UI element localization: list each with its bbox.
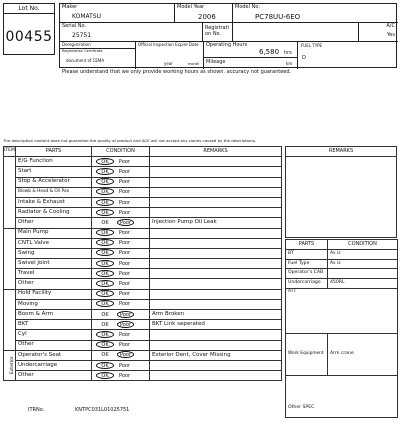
part-name: Intake & Exhaust [16, 197, 92, 207]
table-row [4, 177, 282, 187]
ok-mark: OK [96, 158, 114, 165]
ok-mark: OK [96, 341, 114, 348]
condition-cell [92, 289, 150, 299]
part-name: Operator's Seat [16, 350, 92, 360]
condition-cell [92, 259, 150, 269]
table-row [4, 228, 282, 238]
side-remarks-body [286, 157, 397, 238]
part-name: Start [16, 167, 92, 177]
remark-cell [150, 330, 282, 340]
table-row [4, 167, 282, 177]
col-parts: PARTS [16, 147, 92, 157]
part-name: Cyl [16, 330, 92, 340]
table-row [4, 340, 282, 350]
remark-cell [150, 157, 282, 167]
condition-cell [92, 197, 150, 207]
dereg-label: Deregistration [62, 42, 91, 47]
side-remarks-label: REMARKS [286, 147, 397, 157]
remark-cell [150, 167, 282, 177]
hours-value: 6,580 [259, 48, 280, 56]
category-cell [4, 157, 16, 228]
table-row [4, 320, 282, 330]
ok-mark: OK [96, 260, 114, 267]
mileage-unit: km [286, 61, 293, 66]
poor-mark: Poor [119, 372, 131, 379]
month-label: month [188, 62, 200, 66]
ok-mark: OK [96, 280, 114, 287]
table-row [4, 259, 282, 269]
parts-row [286, 259, 398, 269]
parts-col-parts: PARTS [286, 240, 328, 250]
mileage-label: Mileage [206, 59, 226, 65]
remark-cell [150, 340, 282, 350]
poor-mark: Poor [119, 342, 131, 349]
part-name: Boom & Arm [16, 310, 92, 320]
part-name: Other [16, 218, 92, 228]
poor-mark: Poor [117, 351, 134, 358]
ok-mark: OK [96, 209, 114, 216]
part-name: Undercarriage [16, 360, 92, 370]
ok-mark: OK [96, 300, 114, 307]
poor-mark: Poor [119, 331, 131, 338]
table-row [4, 269, 282, 279]
maker-value: KOMATSU [72, 13, 102, 20]
table-row [4, 360, 282, 370]
footer-itr-number: KNTPC031L01025751 [75, 407, 130, 413]
year-label: year [164, 61, 173, 66]
table-row [4, 289, 282, 299]
poor-mark: Poor [119, 240, 131, 247]
part-name: Blowb & Head & Oil Pan [16, 187, 92, 197]
poor-mark: Poor [119, 260, 131, 267]
ok-mark: OK [101, 321, 109, 328]
ok-mark: OK [96, 168, 114, 175]
condition-cell [92, 371, 150, 381]
part-name: Hold Facility [16, 289, 92, 299]
table-row [4, 248, 282, 258]
part-name: Stop & Accelerator [16, 177, 92, 187]
work-equipment-label: Work Equipment [286, 333, 328, 375]
condition-cell [92, 228, 150, 238]
part-name: Other [16, 279, 92, 289]
category-cell [4, 350, 16, 381]
fuel-label: FUEL TYPE [301, 43, 323, 48]
serial-label: Serial No. [62, 23, 87, 29]
inspection-cell [136, 42, 204, 69]
ok-mark: OK [96, 372, 114, 379]
model-no-value: PC78UU-6EO [255, 13, 301, 21]
condition-cell [92, 320, 150, 330]
poor-mark: Poor [119, 199, 131, 206]
remark-cell [150, 238, 282, 248]
remark-cell [150, 248, 282, 258]
condition-cell [92, 238, 150, 248]
ok-mark: OK [96, 362, 114, 369]
condition-cell [92, 340, 150, 350]
ac-label: A/C [386, 23, 395, 29]
remark-cell [150, 289, 282, 299]
condition-cell [92, 167, 150, 177]
condition-table-header [4, 147, 282, 157]
table-row [4, 208, 282, 218]
part-name: Swivel Joint [16, 259, 92, 269]
condition-cell [92, 350, 150, 360]
fuel-value: D [302, 55, 306, 61]
category-cell [4, 289, 16, 350]
maker-cell [60, 4, 175, 23]
part-name: Main Pump [16, 228, 92, 238]
table-row [4, 197, 282, 207]
poor-mark: Poor [119, 281, 131, 288]
hours-cell [204, 42, 298, 69]
model-no-label: Model No. [235, 4, 260, 10]
part-name: Radiator & Cooling [16, 208, 92, 218]
table-row [4, 218, 282, 228]
table-row [4, 187, 282, 197]
lot-box [3, 3, 55, 55]
model-year-cell [175, 4, 233, 23]
poor-mark: Poor [119, 209, 131, 216]
ok-mark: OK [96, 188, 114, 195]
parts-col-condition: CONDITION [328, 240, 398, 250]
condition-cell [92, 177, 150, 187]
poor-mark: Poor [119, 158, 131, 165]
parts-row [286, 250, 398, 260]
parts-row-condition: As is [328, 250, 398, 260]
ok-mark: OK [101, 219, 109, 226]
ac-cell [359, 23, 398, 42]
table-row [4, 238, 282, 248]
condition-cell [92, 330, 150, 340]
inspection-label: Official Inspection Expire Date [138, 42, 199, 47]
remark-cell [150, 259, 282, 269]
lot-label: Lot No. [4, 4, 54, 14]
condition-cell [92, 187, 150, 197]
parts-row-name: Undercarriage [286, 278, 328, 288]
col-item: ITEM [4, 147, 16, 157]
registration-value-cell [233, 23, 359, 42]
ok-mark: OK [96, 178, 114, 185]
ok-mark: OK [96, 249, 114, 256]
work-equipment-value: Arm crane [328, 333, 398, 375]
poor-mark: Poor [117, 321, 134, 328]
ok-mark: OK [96, 239, 114, 246]
hours-note: Please understand that we only provide working hours as shown. accuracy not guaranteed. [62, 69, 292, 75]
other-spec-row [286, 375, 398, 417]
poor-mark: Poor [119, 250, 131, 257]
parts-row-name: BT [286, 250, 328, 260]
parts-row-condition: 450RL [328, 278, 398, 288]
hours-unit: hrs [284, 50, 292, 56]
remark-cell [150, 371, 282, 381]
category-cell [4, 228, 16, 289]
poor-mark: Poor [119, 301, 131, 308]
condition-table [3, 146, 282, 381]
lot-number: 00455 [5, 29, 53, 45]
part-name: Other [16, 340, 92, 350]
att-row [286, 288, 398, 333]
ok-mark: OK [96, 331, 114, 338]
remark-cell [150, 177, 282, 187]
part-name: BKT [16, 320, 92, 330]
ok-mark: OK [96, 199, 114, 206]
ok-mark: OK [101, 352, 109, 359]
ok-mark: OK [96, 270, 114, 277]
dereg-sub: Registration Certificate [62, 49, 103, 53]
remark-cell [150, 208, 282, 218]
parts-row-condition: As is [328, 259, 398, 269]
remark-cell: Arm Broken [150, 310, 282, 320]
model-no-cell [233, 4, 398, 23]
ac-value: Yes [386, 32, 395, 38]
part-name: Moving [16, 299, 92, 309]
remark-cell [150, 187, 282, 197]
parts-row-name: Operator's CAB [286, 269, 328, 279]
registration-cell [203, 23, 233, 42]
condition-cell [92, 208, 150, 218]
serial-value: 25751 [72, 32, 92, 39]
poor-mark: Poor [119, 291, 131, 298]
parts-row [286, 278, 398, 288]
parts-table [285, 239, 398, 418]
remark-cell [150, 269, 282, 279]
footer-label: ITRNo. [28, 407, 45, 413]
remark-cell: Exterior Dent, Cover Missing [150, 350, 282, 360]
poor-mark: Poor [119, 270, 131, 277]
ok-mark: OK [96, 290, 114, 297]
remark-cell [150, 197, 282, 207]
remark-cell [150, 360, 282, 370]
condition-cell [92, 269, 150, 279]
parts-row [286, 269, 398, 279]
condition-cell [92, 248, 150, 258]
ok-mark: OK [96, 229, 114, 236]
poor-mark: Poor [117, 311, 134, 318]
dereg-cell [60, 42, 136, 69]
part-name: CNTL Valve [16, 238, 92, 248]
poor-mark: Poor [119, 230, 131, 237]
poor-mark: Poor [119, 189, 131, 196]
header-grid [59, 3, 397, 68]
remark-cell [150, 279, 282, 289]
col-remarks: REMARKS [150, 147, 282, 157]
table-row [4, 350, 282, 360]
work-equipment-row [286, 333, 398, 375]
table-row [4, 279, 282, 289]
serial-cell [60, 23, 203, 42]
ok-mark: OK [101, 311, 109, 318]
poor-mark: Poor [119, 179, 131, 186]
condition-cell [92, 299, 150, 309]
part-name: Other [16, 371, 92, 381]
poor-mark: Poor [119, 168, 131, 175]
disclaimer: The description content does not guarantee the quality of product and ACE will not accept any claims caused by the descriptions. [3, 138, 257, 143]
part-name: E/G Function [16, 157, 92, 167]
remark-cell: Injection Pump Oil Leak [150, 218, 282, 228]
condition-cell [92, 218, 150, 228]
registration-label: Registrati on No. [205, 25, 229, 37]
doc-label: document of CEMA [66, 58, 105, 63]
hours-label: Operating Hours [206, 42, 248, 48]
part-name: Swing [16, 248, 92, 258]
table-row [4, 371, 282, 381]
condition-cell [92, 360, 150, 370]
poor-mark: Poor [117, 219, 134, 226]
remark-cell [150, 228, 282, 238]
parts-table-header [286, 240, 398, 250]
condition-cell [92, 279, 150, 289]
condition-cell [92, 157, 150, 167]
model-year-label: Model Year [177, 4, 205, 10]
remark-cell: BKT Link seperated [150, 320, 282, 330]
table-row [4, 157, 282, 167]
col-condition: CONDITION [92, 147, 150, 157]
other-spec-label: Other SPEC [286, 375, 398, 417]
parts-row-name: Fuel Type [286, 259, 328, 269]
fuel-cell [298, 42, 398, 69]
remark-cell [150, 299, 282, 309]
maker-label: Maker [62, 4, 78, 10]
parts-row-condition [328, 269, 398, 279]
part-name: Travel [16, 269, 92, 279]
category-label: Exterior [9, 356, 15, 375]
table-row [4, 310, 282, 320]
table-row [4, 299, 282, 309]
att-label: ATT [286, 288, 398, 333]
poor-mark: Poor [119, 362, 131, 369]
model-year-value: 2006 [198, 13, 216, 21]
table-row [4, 330, 282, 340]
condition-cell [92, 310, 150, 320]
side-remarks-table [285, 146, 397, 238]
